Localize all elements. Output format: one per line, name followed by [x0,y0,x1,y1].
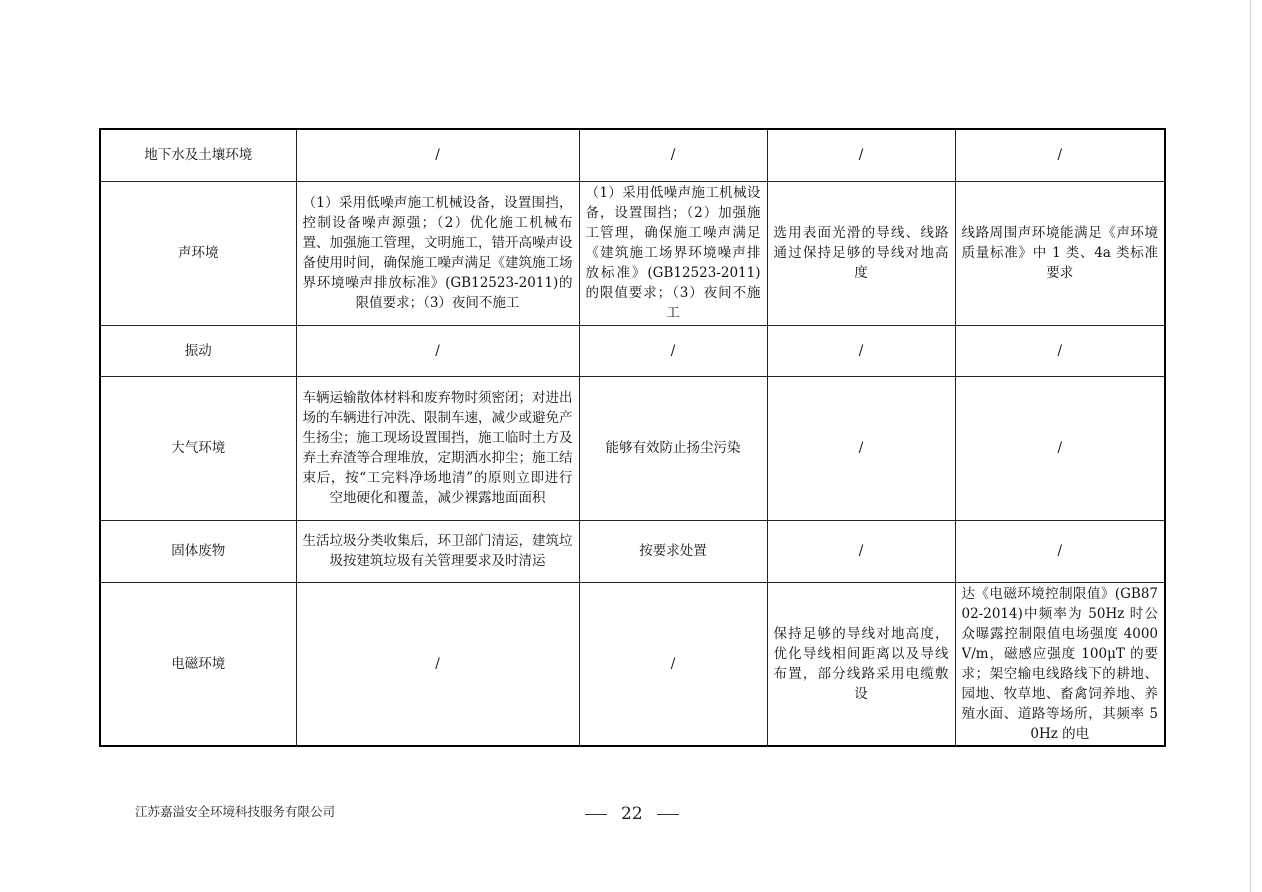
cell-text: （1）采用低噪声施工机械设备，设置围挡，控制设备噪声源强；（2）优化施工机械布置、加强施工管理，文明施工，错开高噪声设备使用时间，确保施工噪声满足《建筑施工场界环境噪声排放标准》(GB12523-2011)的限值要求；（3）夜间不施工 [302,195,573,311]
table-cell: / [296,325,579,376]
table-cell: 按要求处置 [579,520,767,582]
footer-company-name: 江苏嘉溢安全环境科技服务有限公司 [135,804,336,819]
table-cell: / [767,520,955,582]
table-cell: / [579,129,767,181]
table-cell [296,520,579,582]
category-cell: 声环境 [100,181,296,325]
table-cell: / [767,129,955,181]
category-cell: 振动 [100,325,296,376]
table-cell: / [579,325,767,376]
table-row [100,181,1165,325]
table-row [100,582,1165,746]
table-cell [296,376,579,520]
category-cell: 电磁环境 [100,582,296,746]
cell-text: （1）采用低噪声施工机械设备，设置围挡；（2）加强施工管理，确保施工噪声满足《建筑施工场界环境噪声排放标准》(GB12523-2011)的限值要求；（3）夜间不施工 [585,185,761,321]
table-cell: 能够有效防止扬尘污染 [579,376,767,520]
page-edge [1250,0,1251,892]
table-cell: / [579,582,767,746]
table-cell: / [296,129,579,181]
table-cell [955,582,1165,746]
page-number-dash-left [585,814,607,815]
page-number-footer [585,804,679,824]
cell-text: 保持足够的导线对地高度，优化导线相间距离以及导线布置，部分线路采用电缆敷设 [773,625,949,702]
category-cell: 地下水及土壤环境 [100,129,296,181]
table-cell [296,181,579,325]
environmental-measures-table [99,128,1166,747]
category-cell: 大气环境 [100,376,296,520]
table-cell [767,181,955,325]
table-cell: / [955,129,1165,181]
cell-text: 达《电磁环境控制限值》(GB8702-2014)中频率为 50Hz 时公众曝露控制限值电场强度 4000V/m，磁感应强度 100μT 的要求；架空输电线路线下的耕地、园地、牧草地、畜禽饲养地、养殖水面、道路等场所，其频率 50Hz 的电 [961,585,1158,742]
table-row [100,376,1165,520]
table-cell [767,582,955,746]
page-number: 22 [621,804,643,824]
table-row [100,520,1165,582]
table-cell: / [296,582,579,746]
cell-text: 车辆运输散体材料和废弃物时须密闭；对进出场的车辆进行冲洗、限制车速，减少或避免产生扬尘；施工现场设置围挡，施工临时土方及弃土弃渣等合理堆放，定期洒水抑尘；施工结束后，按“工完料净场地清”的原则立即进行空地硬化和覆盖，减少裸露地面面积 [302,390,573,506]
cell-text: 生活垃圾分类收集后，环卫部门清运，建筑垃圾按建筑垃圾有关管理要求及时清运 [302,533,573,569]
category-cell: 固体废物 [100,520,296,582]
table-cell: / [955,520,1165,582]
table-cell: / [767,376,955,520]
table-cell [955,181,1165,325]
table-cell [579,181,767,325]
table-cell: / [767,325,955,376]
table-row [100,129,1165,181]
page-number-dash-right [657,814,679,815]
table-cell: / [955,376,1165,520]
cell-text: 线路周围声环境能满足《声环境质量标准》中 1 类、4a 类标准要求 [961,225,1158,281]
cell-text: 选用表面光滑的导线、线路通过保持足够的导线对地高度 [773,225,949,281]
table-cell: / [955,325,1165,376]
table-row [100,325,1165,376]
